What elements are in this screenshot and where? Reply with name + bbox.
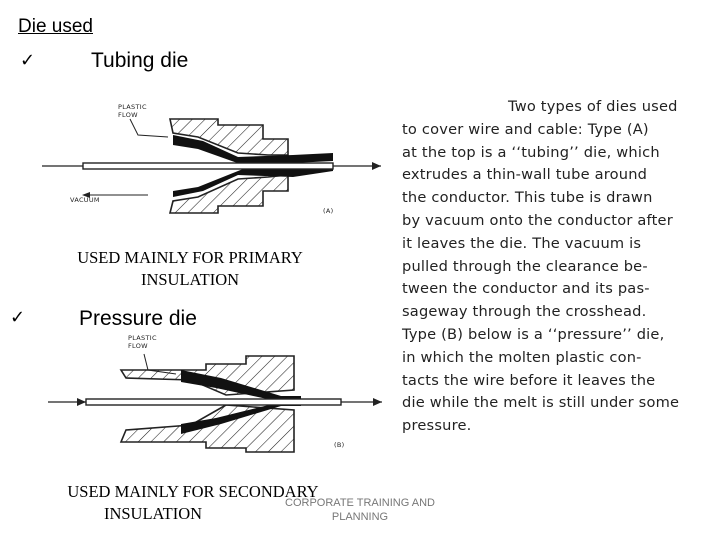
- pressure-usage-line1: USED MAINLY FOR SECONDARY: [67, 482, 319, 501]
- slide-title: Die used: [18, 16, 93, 37]
- vacuum-label: VACUUM: [70, 196, 100, 204]
- caption-line: tacts the wire before it leaves the: [402, 371, 656, 389]
- plastic-flow-label-b-2: FLOW: [128, 342, 148, 350]
- check-mark-icon: ✓: [10, 307, 26, 328]
- caption-line: by vacuum onto the conductor after: [402, 211, 673, 229]
- tubing-usage-line2: INSULATION: [140, 270, 240, 289]
- caption-line: the conductor. This tube is drawn: [402, 189, 653, 207]
- plastic-flow-label-b-1: PLASTIC: [128, 334, 157, 342]
- tubing-die-diagram: [38, 95, 388, 230]
- caption-line: pulled through the clearance be-: [402, 257, 648, 275]
- caption-line: extrudes a thin-wall tube around: [402, 166, 648, 184]
- caption-line: to cover wire and cable: Type (A): [402, 120, 649, 138]
- caption-line: in which the molten plastic con-: [402, 348, 642, 366]
- caption-paragraph: [402, 96, 702, 438]
- caption-line: it leaves the die. The vacuum is: [402, 234, 642, 252]
- tubing-usage-line1: USED MAINLY FOR PRIMARY: [77, 248, 303, 267]
- tubing-usage: [40, 247, 340, 291]
- footer: [250, 496, 470, 524]
- footer-line1: CORPORATE TRAINING AND: [285, 497, 435, 509]
- plastic-flow-label-a-2: FLOW: [118, 111, 138, 119]
- caption-line: tween the conductor and its pas-: [402, 280, 650, 298]
- pressure-die-heading: Pressure die: [79, 307, 197, 330]
- caption-line: die while the melt is still under some: [402, 394, 680, 412]
- tubing-die-heading: Tubing die: [91, 49, 189, 72]
- caption-line: sageway through the crosshead.: [402, 303, 647, 321]
- caption-line: at the top is a ‘‘tubing’’ die, which: [402, 143, 660, 161]
- pressure-usage-line2: INSULATION: [103, 504, 203, 523]
- footer-line2: PLANNING: [331, 511, 389, 523]
- caption-line: Two types of dies used: [508, 98, 678, 115]
- pressure-die-diagram: [46, 330, 386, 460]
- figure-label-a: (A): [323, 207, 334, 215]
- figure-label-b: (B): [334, 441, 345, 449]
- plastic-flow-label-a-1: PLASTIC: [118, 103, 147, 111]
- caption-line: Type (B) below is a ‘‘pressure’’ die,: [402, 325, 665, 343]
- check-mark-icon: ✓: [20, 50, 36, 71]
- caption-line: pressure.: [402, 417, 472, 435]
